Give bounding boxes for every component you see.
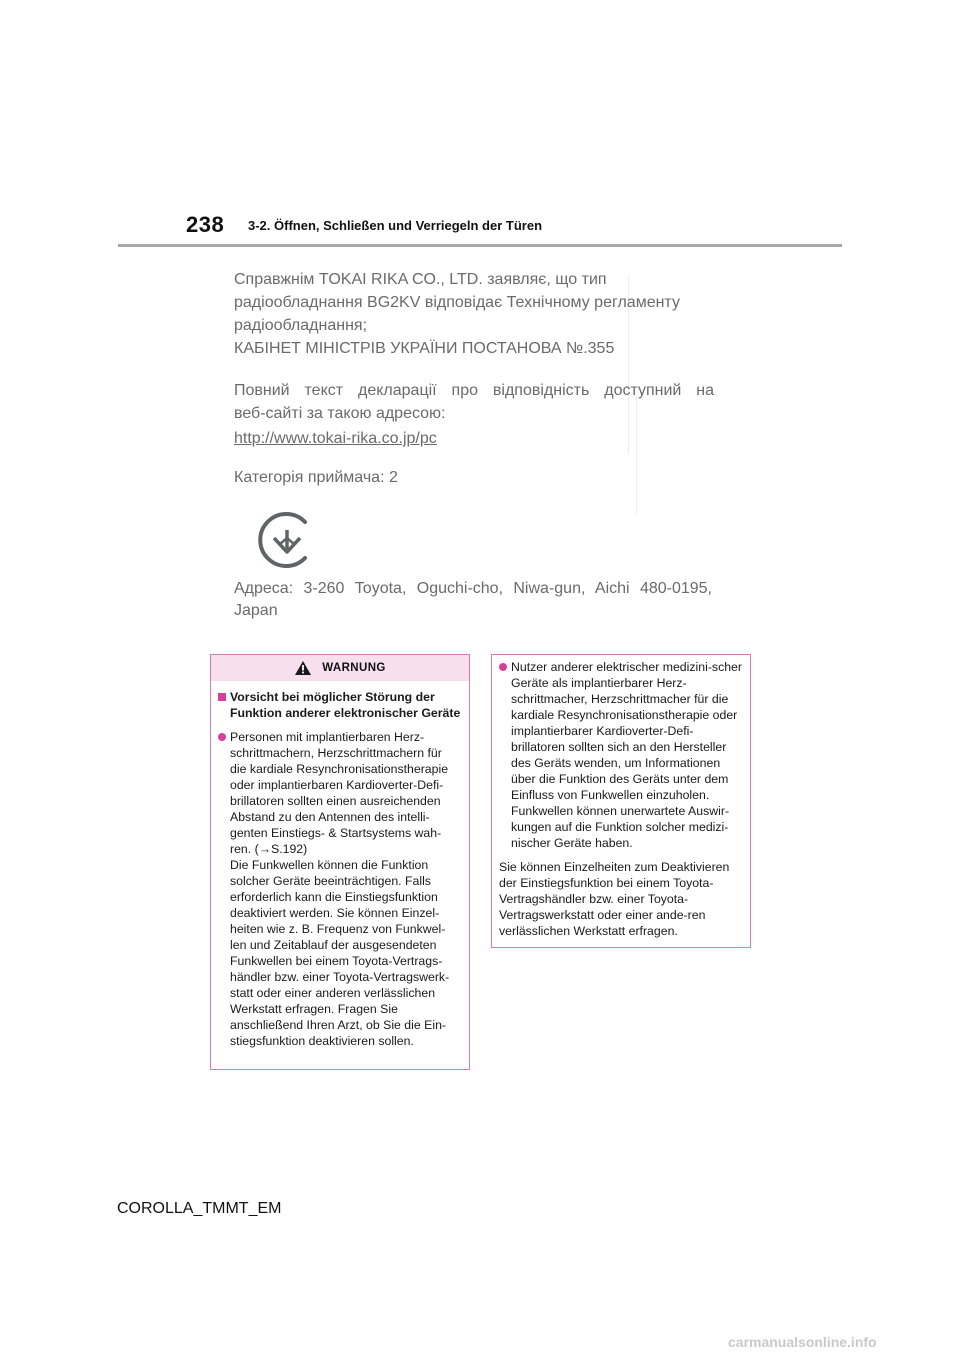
address-line: Japan xyxy=(234,602,278,619)
page-number: 238 xyxy=(186,212,225,237)
ukrainian-declaration xyxy=(234,268,714,489)
declaration-line: Справжнім TOKAI RIKA CO., LTD. заявляє, що тип xyxy=(234,271,607,288)
warning-item-text: Die Funkwellen können die Funktion solcher Geräte beeinträchtigen. Falls erforderlich kann die Einstiegsfunktion deaktiviert werden. Sie können Einzel-heiten wie z. B. Frequenz von Funkwel-len und Zeitablauf der ausgesendeten Funkwellen bei einem Toyota-Vertrags-händler bzw. einer Toyota-Vertragswerk-statt oder einer anderen verlässlichen Werkstatt erfragen. Fragen Sie anschließend Ihren Arzt, ob Sie die Ein-stiegsfunktion deaktivieren sollen. xyxy=(230,858,450,1048)
square-bullet-icon xyxy=(218,693,226,701)
warning-title: WARNUNG xyxy=(322,662,386,674)
watermark: carmanualsonline.info xyxy=(728,1334,877,1350)
model-code-footer: COROLLA_TMMT_EM xyxy=(117,1200,282,1217)
warning-box xyxy=(210,654,470,1070)
warning-list-item xyxy=(499,659,742,851)
declaration-line: КАБІНЕТ МІНІСТРІВ УКРАЇНИ ПОСТАНОВА №.355 xyxy=(234,340,615,357)
declaration-line: Повний текст декларації про відповідність доступний на xyxy=(234,382,714,399)
warning-item-text: Personen mit implantierbaren Herz-schrittmachern, Herzschrittmachern für die kardiale Resynchronisationstherapie oder implantierbaren Kardioverter-Defi-brillatoren sollten einen ausreichenden Abstand zu den Antennen des intelli-genten Einstiegs- & Startsystems wah-ren. (→S.192) xyxy=(230,730,449,856)
circle-bullet-icon xyxy=(499,663,507,671)
manufacturer-address xyxy=(234,578,712,622)
receiver-category: Категорія приймача: 2 xyxy=(234,469,398,486)
warning-heading-item xyxy=(218,689,461,721)
address-line: Адреса: 3-260 Toyota, Oguchi-cho, Niwa-gun, Aichi 480-0195, xyxy=(234,580,712,597)
declaration-url-link[interactable]: http://www.tokai-rika.co.jp/pc xyxy=(234,430,437,447)
chapter-title: 3-2. Öffnen, Schließen und Verriegeln der Türen xyxy=(248,218,543,233)
header-divider xyxy=(118,244,842,247)
warning-note: Sie können Einzelheiten zum Deaktivieren der Einstiegsfunktion bei einem Toyota-Vertragshändler bzw. einer Toyota-Vertragswerkstatt oder einer ande-ren verlässlichen Werkstatt erfragen. xyxy=(499,860,730,938)
declaration-line: радіообладнання BG2KV відповідає Технічному регламенту xyxy=(234,294,680,311)
warning-header xyxy=(211,655,469,681)
warning-triangle-icon xyxy=(294,660,312,676)
declaration-line: радіообладнання; xyxy=(234,317,368,334)
circle-bullet-icon xyxy=(218,733,226,741)
warning-list-item xyxy=(218,729,461,1049)
ukrainian-conformity-mark-icon xyxy=(255,508,319,572)
warning-box-continued xyxy=(491,654,751,948)
warning-item-text: Nutzer anderer elektrischer medizini-scher Geräte als implantierbarer Herz-schrittmacher, Herzschrittmacher für die kardiale Resynchronisationstherapie oder implantierbarer Kardioverter-Defi-brillatoren sollten sich an den Hersteller des Geräts wenden, um Informationen über die Funktion des Geräts unter dem Einfluss von Funkwellen einzuholen. Funkwellen können unerwartete Auswir-kungen auf die Funktion solcher medizi-nischer Geräte haben. xyxy=(511,660,742,850)
warning-heading: Vorsicht bei möglicher Störung der Funktion anderer elektronischer Geräte xyxy=(230,690,461,720)
declaration-line: веб-сайті за такою адресою: xyxy=(234,405,446,422)
